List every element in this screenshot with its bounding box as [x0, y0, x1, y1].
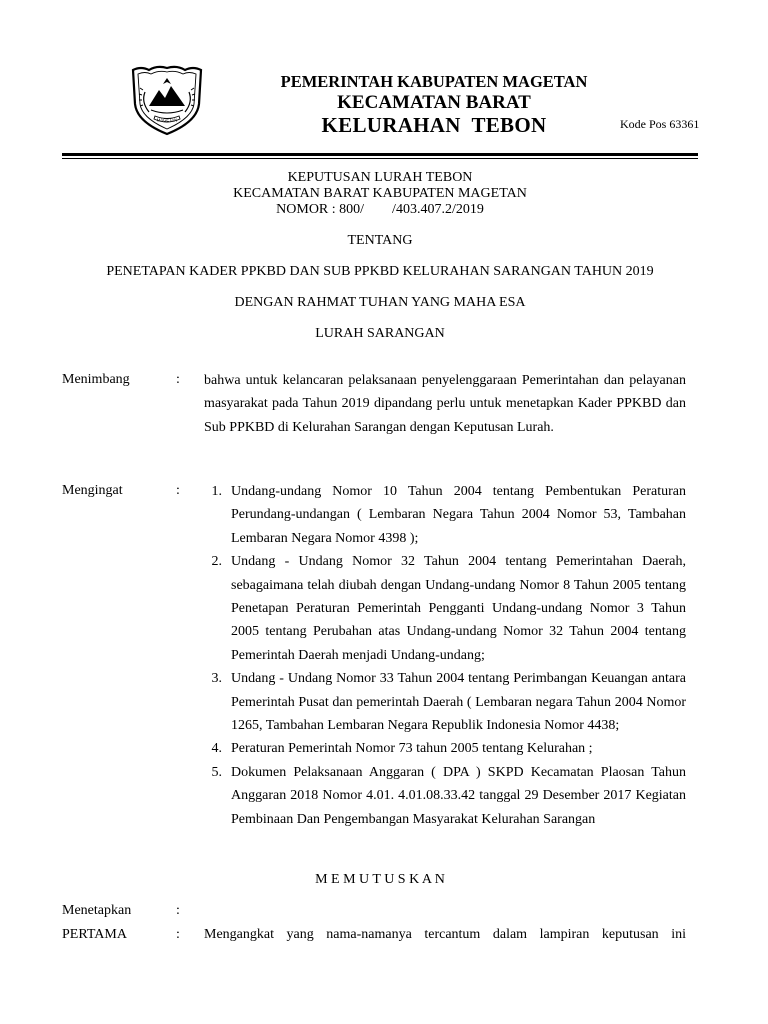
mengingat-colon: :: [176, 483, 180, 498]
list-item-number: 4.: [211, 741, 222, 757]
pertama-colon: :: [176, 927, 180, 942]
menetapkan-colon: :: [176, 903, 180, 918]
list-item: [204, 667, 686, 737]
decree-title: KEPUTUSAN LURAH TEBON: [287, 170, 473, 185]
header-divider-thin: [62, 158, 698, 159]
list-item: [204, 550, 686, 667]
menimbang-text: bahwa untuk kelancaran pelaksanaan penyelenggaraan Pemerintahan dan pelayanan masyarakat pada Tahun 2019 dipandang perlu untuk menetapkan Kader PPKBD dan Sub PPKBD di Kelurahan Sarangan dengan Keputusan Lurah.: [204, 373, 686, 435]
list-item-number: 5.: [211, 764, 222, 780]
list-item-number: 3.: [211, 671, 222, 687]
menetapkan-label: Menetapkan: [62, 903, 132, 918]
list-item-text: Dokumen Pelaksanaan Anggaran ( DPA ) SKPD Kecamatan Plaosan Tahun Anggaran 2018 Nomor 4.01. 4.01.08.33.42 tanggal 29 Desember 2017 Kegiatan Pembinaan Dan Pengembangan Masyarakat Kelurahan Sarangan: [231, 764, 686, 827]
list-item: [204, 480, 686, 550]
memutuskan-heading: M E M U T U S K A N: [315, 872, 445, 887]
menimbang-colon: :: [176, 372, 180, 387]
decree-subject: PENETAPAN KADER PPKBD DAN SUB PPKBD KELURAHAN SARANGAN TAHUN 2019: [106, 264, 654, 279]
decree-subtitle: KECAMATAN BARAT KABUPATEN MAGETAN: [233, 186, 527, 201]
list-item-text: Undang - Undang Nomor 33 Tahun 2004 tentang Perimbangan Keuangan antara Pemerintah Pusat dan pemerintah Daerah ( Lembaran negara Tahun 2004 Nomor 1265, Tambahan Lembaran Negara Republik Indonesia Nomor 4438;: [231, 671, 686, 734]
pertama-label: PERTAMA: [62, 927, 127, 942]
header-district: KECAMATAN BARAT: [337, 92, 531, 113]
postal-code: Kode Pos 63361: [620, 117, 700, 131]
header-village: KELURAHAN TEBON: [321, 113, 547, 137]
list-item-text: Undang-undang Nomor 10 Tahun 2004 tentang Pembentukan Peraturan Perundang-undangan ( Lembaran Negara Tahun 2004 Nomor 53, Tambahan Lembaran Negara Nomor 4398 );: [231, 484, 686, 546]
official-title: LURAH SARANGAN: [315, 326, 445, 341]
list-item: [204, 761, 686, 831]
list-item-text: Undang - Undang Nomor 32 Tahun 2004 tentang Pemerintahan Daerah, sebagaimana telah diubah dengan Undang-undang Nomor 8 Tahun 2005 tentang Penetapan Peraturan Pemerintah Pengganti Undang-undang Nomor 3 Tahun 2005 tentang Perubahan atas Undang-undang Nomor 32 Tahun 2004 tentang Pemerintah Daerah menjadi Undang-undang;: [231, 554, 686, 663]
blessing-line: DENGAN RAHMAT TUHAN YANG MAHA ESA: [234, 295, 526, 310]
mengingat-list: [204, 480, 686, 831]
decree-number: NOMOR : 800/ /403.407.2/2019: [276, 202, 484, 217]
list-item-text: Peraturan Pemerintah Nomor 73 tahun 2005 tentang Kelurahan ;: [231, 741, 593, 757]
header-government: PEMERINTAH KABUPATEN MAGETAN: [280, 72, 588, 91]
pertama-text: Mengangkat yang nama-namanya tercantum dalam lampiran keputusan ini: [204, 927, 686, 942]
emblem-text: MAGETAN: [156, 117, 178, 123]
list-item-number: 2.: [211, 554, 222, 570]
menimbang-label: Menimbang: [62, 372, 130, 387]
regency-emblem-icon: [127, 64, 207, 136]
list-item-number: 1.: [211, 484, 222, 499]
list-item: [204, 737, 686, 760]
header-divider: [62, 153, 698, 156]
tentang-heading: TENTANG: [347, 233, 413, 248]
mengingat-label: Mengingat: [62, 483, 123, 498]
